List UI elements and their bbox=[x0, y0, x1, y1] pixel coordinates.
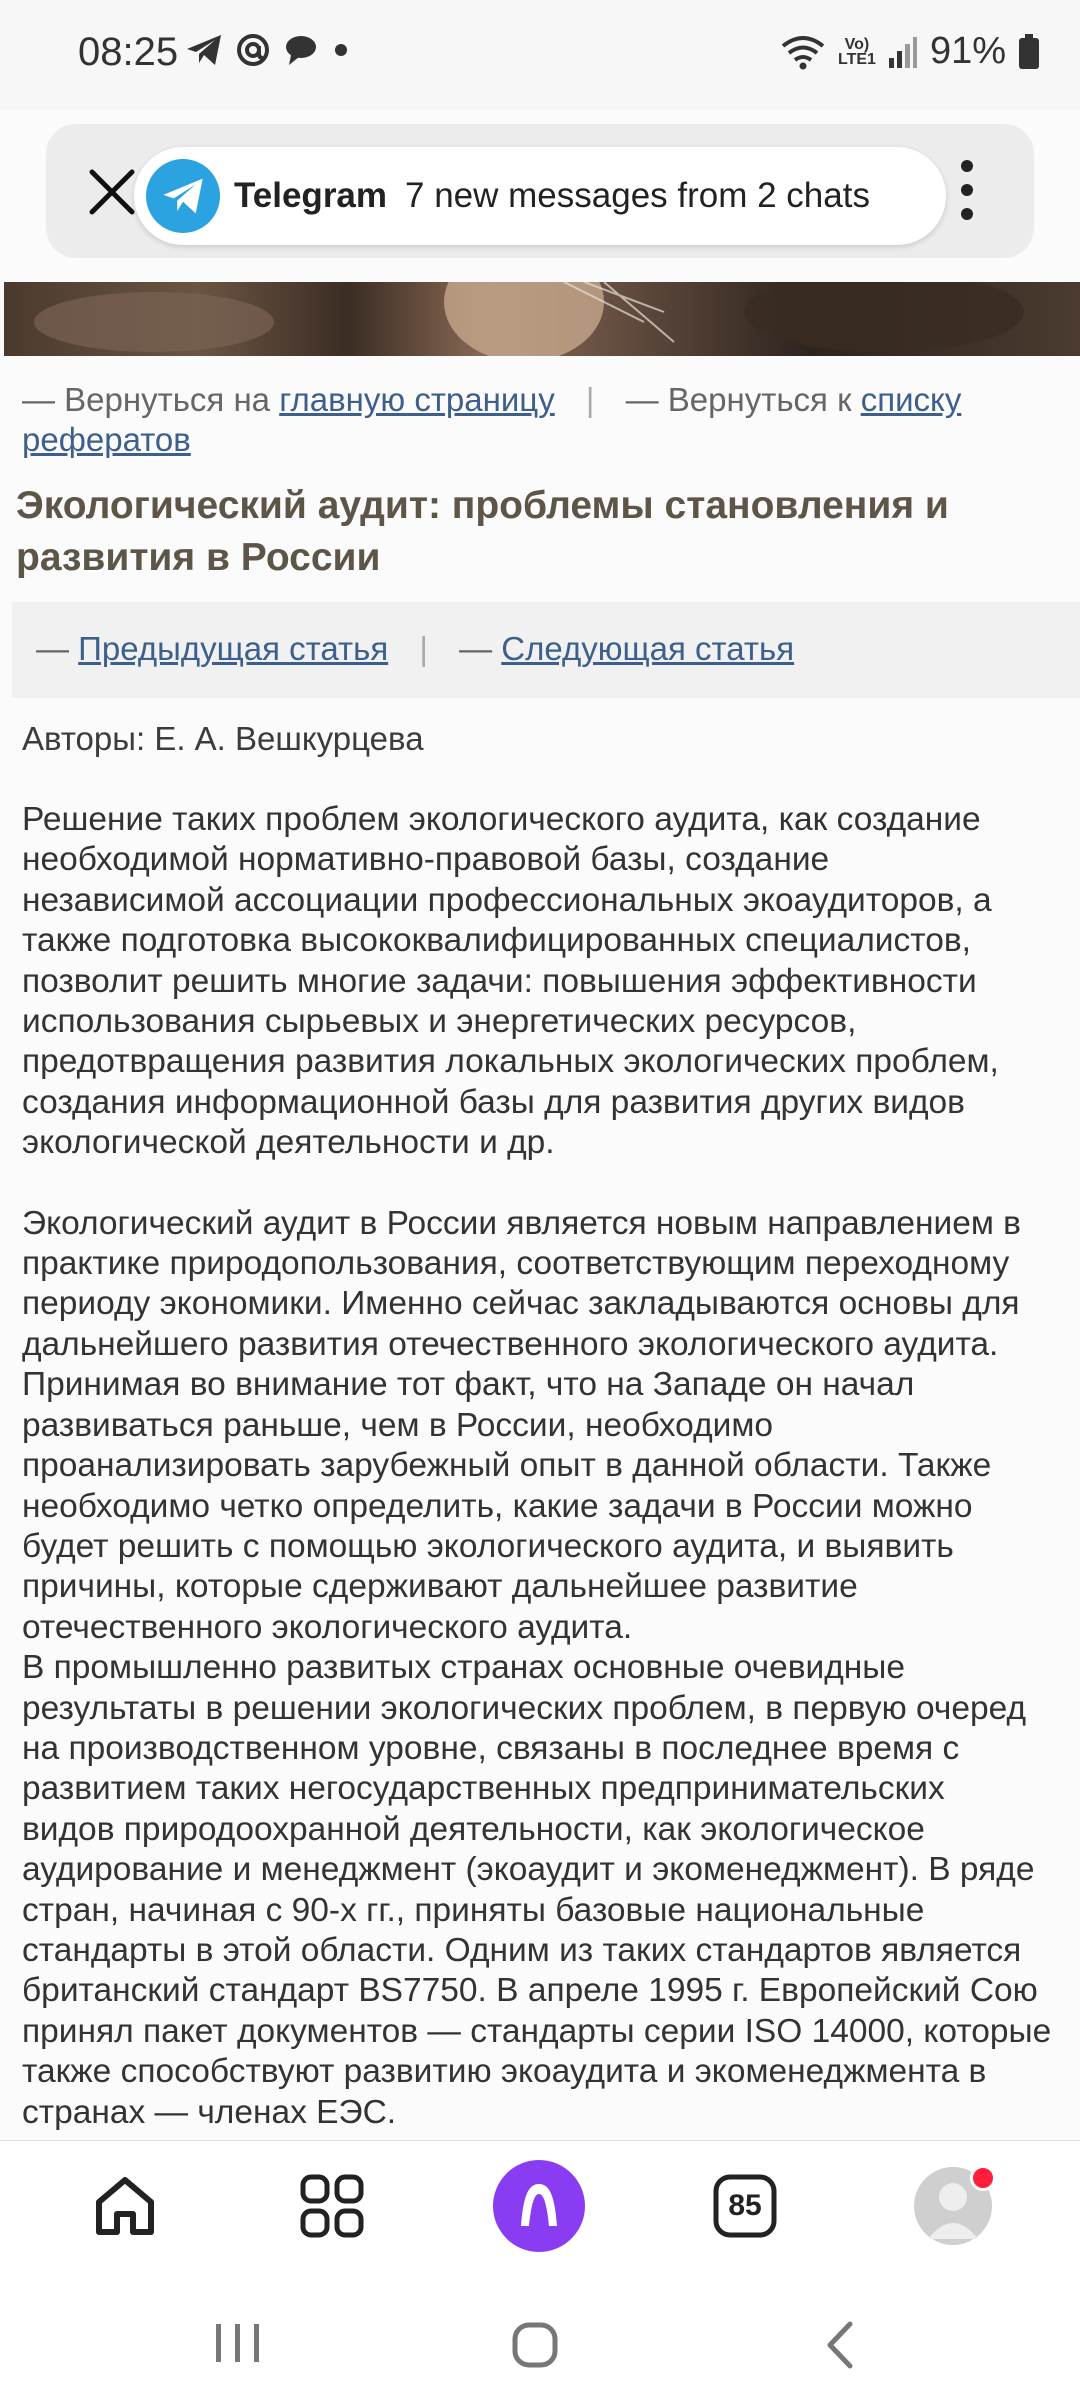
wifi-icon bbox=[780, 34, 826, 70]
more-vertical-icon[interactable] bbox=[960, 160, 974, 220]
apps-button[interactable] bbox=[287, 2161, 377, 2251]
volte-bottom: LTE1 bbox=[838, 50, 876, 68]
status-system-icons bbox=[780, 30, 1040, 73]
paragraph-3: В промышленно развитых странах основные очевидные результаты в решении экологических проблем, в первую очеред на производственном уровне, связаны в последнее время с развитием таких негосударственных предпринимательских видов природоохранной деятельности, как экологическое аудирование и менеджмент (экоаудит и экоменеджмент). В ряде стран, начиная с 90-х гг., приняты базовые национальные стандарты в этой области. Одним из таких стандартов является британский стандарт BS7750. В апреле 1995 г. Европейский Сою принял пакет документов — стандарты серии ISO 14000, которые также способствуют развитию экоаудита и экоменеджмента в странах — членах ЕЭС. bbox=[22, 1649, 1052, 2131]
back-navigation bbox=[22, 380, 1052, 460]
signal-icon bbox=[888, 36, 918, 68]
prev-prefix: — bbox=[36, 630, 69, 667]
prevnext-separator: | bbox=[419, 630, 428, 667]
telegram-app-icon bbox=[146, 159, 220, 233]
close-icon[interactable] bbox=[82, 162, 142, 222]
tabs-count: 85 bbox=[728, 2189, 762, 2222]
chat-bubble-icon bbox=[283, 33, 319, 67]
header-photo bbox=[4, 282, 1080, 356]
notification-dot bbox=[970, 2165, 996, 2191]
back-chevron-icon[interactable] bbox=[820, 2318, 860, 2372]
apps-grid-icon bbox=[297, 2171, 367, 2241]
alice-assistant-icon bbox=[493, 2160, 585, 2252]
recent-apps-icon[interactable] bbox=[208, 2320, 268, 2366]
volte-label bbox=[838, 37, 876, 67]
tabs-button[interactable] bbox=[700, 2161, 790, 2251]
paragraph-2: Экологический аудит в России является новым направлением в практике природопользования, соответствующим переходному периоду экономики. Именно сейчас закладываются основы для дальнейшего развития отечественного экологического аудита. Принимая во внимание тот факт, что на Западе он начал развиваться раньше, чем в России, необходимо проанализировать зарубежный опыт в данной области. Также необходимо четко определить, какие задачи в России можно будет решить с помощью экологического аудита, и выявить причины, которые сдерживают дальнейшее развитие отечественного экологического аудита. bbox=[22, 1204, 1021, 1646]
back-prefix-2: — Вернуться к bbox=[625, 381, 852, 418]
alice-button[interactable] bbox=[494, 2161, 584, 2251]
notification-app-name: Telegram bbox=[234, 176, 388, 215]
system-navigation-bar bbox=[0, 2270, 1080, 2408]
profile-button[interactable] bbox=[908, 2161, 998, 2251]
status-bar bbox=[0, 0, 1080, 110]
battery-percent: 91% bbox=[929, 30, 1006, 72]
notification-text: 7 new messages from 2 chats bbox=[405, 176, 870, 215]
notification-pill[interactable] bbox=[134, 147, 946, 245]
article-body bbox=[22, 800, 1080, 2133]
at-icon bbox=[235, 32, 271, 68]
battery-icon bbox=[1018, 34, 1040, 70]
article-navigation bbox=[12, 602, 1080, 698]
dot-icon bbox=[331, 40, 351, 60]
home-page-link[interactable]: главную страницу bbox=[279, 381, 555, 418]
home-button[interactable] bbox=[80, 2161, 170, 2251]
back-prefix-1: — Вернуться на bbox=[22, 381, 271, 418]
next-prefix: — bbox=[459, 630, 493, 667]
essays-list-link[interactable]: списку рефератов bbox=[22, 381, 962, 458]
previous-article-link[interactable]: Предыдущая статья bbox=[78, 630, 389, 667]
home-circle-icon[interactable] bbox=[510, 2320, 560, 2370]
next-article-link[interactable]: Следующая статья bbox=[501, 630, 795, 667]
status-time: 08:25 bbox=[78, 30, 179, 74]
paragraph-1: Решение таких проблем экологического аудита, как создание необходимой нормативно-правовой базы, создание независимой ассоциации профессиональных экоаудиторов, а также подготовка высококвалифицированных специалистов, позволит решить многие задачи: повышения эффективности использования сырьевых и энергетических ресурсов, предотвращения развития локальных экологических проблем, создания информационной базы для развития других видов экологической деятельности и др. bbox=[22, 801, 999, 1162]
telegram-icon bbox=[185, 33, 223, 67]
separator: | bbox=[585, 381, 595, 418]
volte-top: Vo) bbox=[844, 35, 870, 53]
home-icon bbox=[89, 2170, 161, 2242]
article-authors: Авторы: Е. А. Вешкурцева bbox=[22, 720, 424, 757]
profile-avatar bbox=[914, 2167, 992, 2245]
status-notification-icons bbox=[185, 32, 351, 68]
browser-bottom-bar bbox=[0, 2140, 1080, 2271]
page-title: Экологический аудит: проблемы становления и развития в России bbox=[16, 484, 949, 579]
